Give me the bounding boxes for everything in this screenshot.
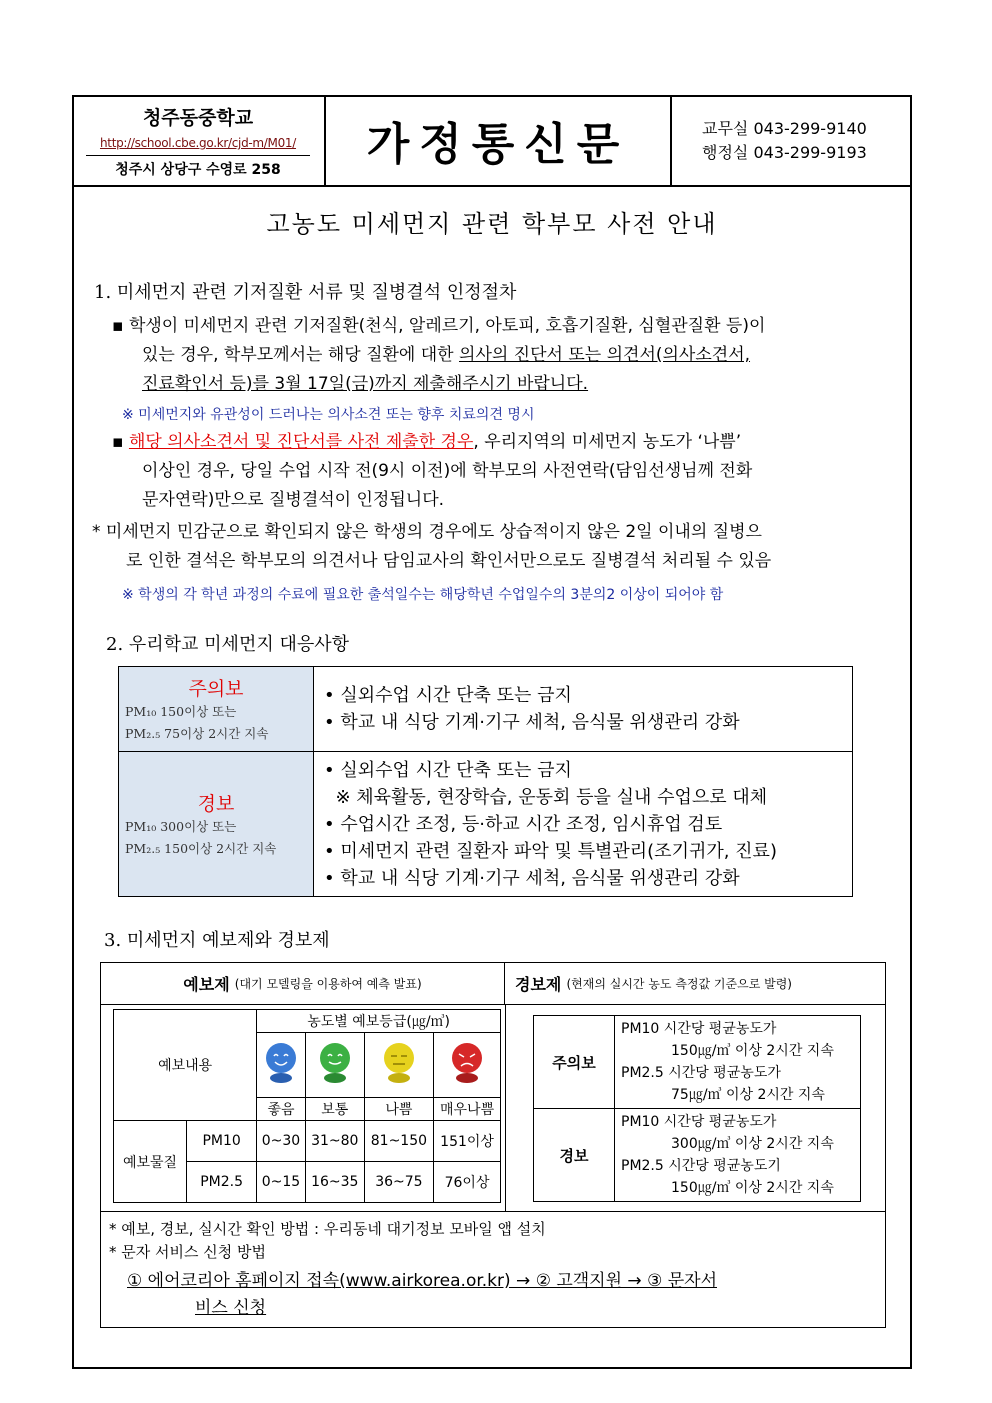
alert-line: PM2.5 시간당 평균농도기	[621, 1158, 781, 1174]
foot-note-4: 비스 신청	[195, 1298, 267, 1318]
b2-line3: 문자연락)만으로 질병결석이 인정됩니다.	[142, 490, 445, 510]
alert-line: 150㎍/㎥ 이상 2시간 지속	[671, 1043, 834, 1059]
grade-good: 좋음	[257, 1098, 306, 1121]
bullet-marker: ▪	[112, 316, 129, 336]
alert-line: PM10 시간당 평균농도가	[621, 1021, 777, 1037]
pm25-bad: 36~75	[364, 1162, 433, 1203]
grade-very-bad: 매우나쁨	[434, 1098, 501, 1121]
forecast-table	[113, 1009, 501, 1203]
pm10-normal: 31~80	[305, 1121, 364, 1162]
school-address: 청주시 상당구 수영로 258	[86, 155, 310, 179]
b1-line3: 진료확인서 등)를 3월 17일(금)까지 제출해주시기 바랍니다.	[142, 374, 589, 394]
grade-bad: 나쁨	[364, 1098, 433, 1121]
warning-item: • 실외수업 시간 단축 또는 금지	[324, 759, 572, 781]
pm25-very-bad: 76이상	[434, 1162, 501, 1203]
alert-line: 75㎍/㎥ 이상 2시간 지속	[671, 1087, 825, 1103]
alert-line: PM10 시간당 평균농도가	[621, 1114, 777, 1130]
school-name: 청주동중학교	[142, 107, 254, 129]
office-phone-1: 교무실 043-299-9140	[702, 119, 867, 138]
grade-group-header: 농도별 예보등급(㎍/㎥)	[257, 1010, 501, 1033]
warning-item: • 수업시간 조정, 등·하교 시간 조정, 임시휴업 검토	[324, 813, 723, 835]
b2-line1a: 해당 의사소견서 및 진단서를 사전 제출한 경우	[128, 432, 474, 452]
notice-title: 고농도 미세먼지 관련 학부모 사전 안내	[266, 210, 718, 238]
table-row	[119, 752, 853, 897]
alert-header	[505, 963, 885, 1005]
forecast-sub: (대기 모델링을 이용하여 예측 발표)	[234, 977, 422, 991]
forecast-header	[101, 963, 505, 1005]
section1-bullet1	[112, 312, 902, 399]
title-box	[326, 95, 672, 187]
b2-line1b: , 우리지역의 미세먼지 농도가 ‘나쁨’	[473, 432, 742, 452]
advisory-cond1: PM₁₀ 150이상 또는	[125, 703, 237, 719]
section3-heading: 3. 미세먼지 예보제와 경보제	[104, 930, 330, 951]
advisory-label: 주의보	[188, 677, 244, 700]
warning-cond2: PM₂.₅ 150이상 2시간 지속	[125, 840, 277, 856]
alert-line: PM2.5 시간당 평균농도가	[621, 1065, 781, 1081]
office-phone-2: 행정실 043-299-9193	[702, 143, 867, 162]
substance-label: 예보물질	[114, 1121, 187, 1203]
star-note	[92, 518, 902, 576]
section1-bullet2	[112, 428, 902, 515]
advisory-cond2: PM₂.₅ 75이상 2시간 지속	[125, 725, 269, 741]
table-row	[534, 1016, 861, 1109]
box-footer	[101, 1211, 885, 1318]
alert-line: 150㎍/㎥ 이상 2시간 지속	[671, 1180, 834, 1196]
bad-face-icon	[381, 1042, 417, 1084]
advisory-item: • 학교 내 식당 기계·기구 세척, 음식물 위생관리 강화	[324, 712, 740, 733]
bullet-marker: ▪	[112, 432, 129, 452]
good-face-icon	[263, 1042, 299, 1084]
alert-line: 300㎍/㎥ 이상 2시간 지속	[671, 1136, 834, 1152]
b1-line2a: 있는 경우, 학부모께서는 해당 질환에 대한	[142, 345, 460, 365]
note-1: ※ 미세먼지와 유관성이 드러나는 의사소견 또는 향후 치료의견 명시	[122, 407, 535, 423]
response-table	[118, 666, 853, 897]
normal-face-icon	[317, 1042, 353, 1084]
contact-info	[672, 95, 912, 187]
table-row	[534, 1109, 861, 1202]
grade-normal: 보통	[305, 1098, 364, 1121]
forecast-title: 예보제	[183, 975, 230, 994]
pm25-good: 0~15	[257, 1162, 306, 1203]
warning-cond1: PM₁₀ 300이상 또는	[125, 818, 237, 834]
table-row	[114, 1010, 501, 1033]
divider	[505, 1005, 506, 1211]
star-line2: 로 인한 결석은 학부모의 의견서나 담임교사의 확인서만으로도 질병결석 처리될 수 있음	[126, 551, 772, 571]
b1-line1: 학생이 미세먼지 관련 기저질환(천식, 알레르기, 아토피, 호흡기질환, 심혈관질환 등)이	[128, 316, 766, 336]
foot-note-1: * 예보, 경보, 실시간 확인 방법 : 우리동네 대기정보 모바일 앱 설치	[109, 1220, 546, 1238]
alert-title: 경보제	[515, 975, 562, 994]
school-url[interactable]: http://school.cbe.go.kr/cjd-m/M01/	[99, 136, 297, 150]
pm25-label: PM2.5	[187, 1162, 257, 1203]
advisory-item: • 실외수업 시간 단축 또는 금지	[324, 685, 572, 706]
foot-note-3: ① 에어코리아 홈페이지 접속(www.airkorea.or.kr) → ② 고객지원 → ③ 문자서	[127, 1271, 717, 1291]
very-bad-face-icon	[449, 1042, 485, 1084]
alert-table	[533, 1015, 861, 1202]
pm10-bad: 81~150	[364, 1121, 433, 1162]
foot-note-2: * 문자 서비스 신청 방법	[109, 1243, 266, 1261]
pm25-normal: 16~35	[305, 1162, 364, 1203]
school-info	[72, 95, 326, 187]
alert-warning-label: 경보	[534, 1109, 615, 1202]
section2-heading: 2. 우리학교 미세먼지 대응사항	[106, 634, 349, 655]
warning-label: 경보	[197, 792, 235, 815]
pm10-very-bad: 151이상	[434, 1121, 501, 1162]
table-row	[119, 667, 853, 752]
letter-header	[72, 95, 912, 187]
forecast-content-label: 예보내용	[114, 1010, 257, 1121]
star-line1: * 미세먼지 민감군으로 확인되지 않은 학생의 경우에도 상습적이지 않은 2일 이내의 질병으	[92, 522, 762, 542]
warning-item: • 학교 내 식당 기계·기구 세척, 음식물 위생관리 강화	[324, 867, 740, 889]
warning-item: ※ 체육활동, 현장학습, 운동회 등을 실내 수업으로 대체	[324, 786, 768, 808]
forecast-alert-box	[100, 962, 886, 1328]
b2-line2: 이상인 경우, 당일 수업 시작 전(9시 이전)에 학부모의 사전연락(담임선생님께 전화	[142, 461, 753, 481]
alert-advisory-label: 주의보	[534, 1016, 615, 1109]
b1-line2b: 의사의 진단서 또는 의견서(의사소견서,	[459, 345, 751, 365]
section1-heading: 1. 미세먼지 관련 기저질환 서류 및 질병결석 인정절차	[94, 282, 517, 303]
alert-sub: (현재의 실시간 농도 측정값 기준으로 발령)	[566, 977, 792, 991]
warning-item: • 미세먼지 관련 질환자 파악 및 특별관리(조기귀가, 진료)	[324, 840, 777, 862]
page-title: 가정통신문	[366, 119, 630, 170]
note-2: ※ 학생의 각 학년 과정의 수료에 필요한 출석일수는 해당학년 수업일수의 3분의2 이상이 되어야 함	[122, 587, 724, 603]
pm10-good: 0~30	[257, 1121, 306, 1162]
pm10-label: PM10	[187, 1121, 257, 1162]
table-row	[114, 1121, 501, 1162]
